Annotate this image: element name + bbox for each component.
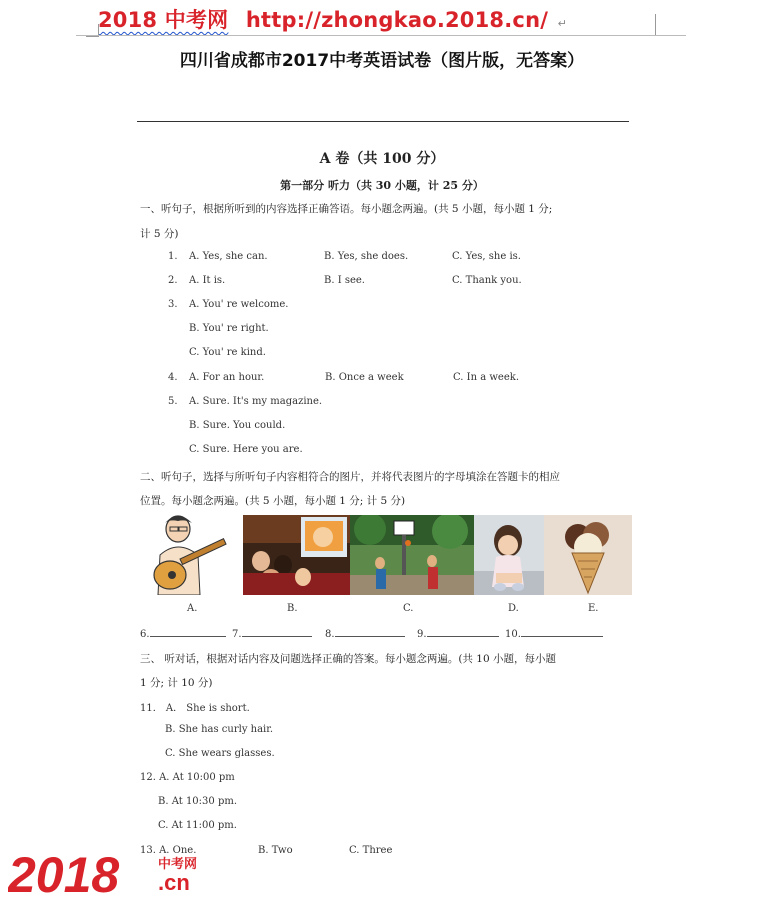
option-c: C. Thank you. bbox=[452, 275, 522, 286]
logo-small-bottom: .cn bbox=[158, 870, 190, 895]
site-name: 2018 中考网 bbox=[98, 8, 229, 32]
picture-e-ice-cream bbox=[544, 515, 632, 595]
option-a: A. You' re welcome. bbox=[189, 299, 289, 310]
paragraph-mark: ↵ bbox=[557, 17, 568, 30]
site-header bbox=[98, 4, 567, 34]
divider bbox=[137, 121, 629, 122]
option-c: C. Three bbox=[349, 845, 393, 856]
part3-instruction-1: 三、 听对话，根据对话内容及问题选择正确的答案。每小题念两遍。(共 10 小题，每小题 bbox=[140, 653, 556, 665]
answer-blank bbox=[325, 627, 405, 640]
picture-label: B. bbox=[287, 603, 298, 614]
option-c: C. Sure. Here you are. bbox=[189, 444, 303, 455]
page-corner-mark bbox=[655, 14, 668, 36]
picture-label: A. bbox=[187, 603, 198, 614]
part3-instruction-2: 1 分; 计 10 分) bbox=[140, 677, 213, 689]
picture-a-guitar bbox=[140, 515, 240, 595]
question-number: 2. bbox=[168, 275, 178, 286]
option-c: C. Yes, she is. bbox=[452, 251, 521, 262]
blank-number: 9. bbox=[417, 629, 427, 640]
question-number: 3. bbox=[168, 299, 178, 310]
part1-instruction-2: 计 5 分) bbox=[140, 228, 179, 240]
answer-blank bbox=[505, 627, 603, 640]
part1-instruction-1: 一、听句子，根据所听到的内容选择正确答语。每小题念两遍。(共 5 小题，每小题 1 分; bbox=[140, 203, 553, 215]
option-b: B. Two bbox=[258, 845, 293, 856]
option-b: B. Yes, she does. bbox=[324, 251, 409, 262]
site-url[interactable]: http://zhongkao.2018.cn/ bbox=[245, 8, 549, 32]
question-number: 5. bbox=[168, 396, 178, 407]
option-b: B. At 10:30 pm. bbox=[158, 796, 238, 807]
section-subtitle: 第一部分 听力（共 30 小题，计 25 分） bbox=[280, 179, 484, 192]
option-a: A. Sure. It's my magazine. bbox=[189, 396, 323, 407]
picture-c-basketball bbox=[350, 515, 474, 595]
option-a: 11． A． She is short. bbox=[140, 703, 250, 714]
option-b: B. I see. bbox=[324, 275, 365, 286]
option-c: C. In a week. bbox=[453, 372, 519, 383]
header-rule bbox=[76, 35, 686, 36]
blank-number: 10. bbox=[505, 629, 521, 640]
answer-blank bbox=[417, 627, 499, 640]
answer-blank bbox=[232, 627, 312, 640]
blank-number: 8. bbox=[325, 629, 335, 640]
watermark-logo bbox=[8, 846, 208, 910]
option-c: C. She wears glasses. bbox=[165, 748, 275, 759]
picture-d-girl bbox=[474, 515, 544, 595]
option-a: A. It is. bbox=[189, 275, 226, 286]
picture-b-cinema bbox=[243, 515, 350, 595]
blank-number: 7. bbox=[232, 629, 242, 640]
option-b: B. Sure. You could. bbox=[189, 420, 286, 431]
section-title: A 卷（共 100 分） bbox=[319, 151, 445, 167]
blank-number: 6. bbox=[140, 629, 150, 640]
logo-small-top: 中考网 bbox=[158, 857, 198, 872]
logo-graphic bbox=[8, 846, 208, 906]
option-b: B. You' re right. bbox=[189, 323, 269, 334]
picture-label: C. bbox=[403, 603, 414, 614]
option-b: B. Once a week bbox=[325, 372, 404, 383]
option-a: 13. A. One. bbox=[140, 845, 197, 856]
option-c: C. At 11:00 pm. bbox=[158, 820, 237, 831]
picture-label: E. bbox=[588, 603, 599, 614]
option-b: B. She has curly hair. bbox=[165, 724, 274, 735]
logo-big-text: 2018 bbox=[8, 847, 120, 903]
option-a: 12. A. At 10:00 pm bbox=[140, 772, 235, 783]
option-a: A. For an hour. bbox=[189, 372, 265, 383]
part2-instruction-2: 位置。每小题念两遍。(共 5 小题，每小题 1 分; 计 5 分) bbox=[140, 495, 406, 507]
question-number: 4. bbox=[168, 372, 178, 383]
part2-instruction-1: 二、听句子，选择与所听句子内容相符合的图片，并将代表图片的字母填涂在答题卡的相应 bbox=[140, 471, 560, 483]
question-number: 1. bbox=[168, 251, 178, 262]
document-title: 四川省成都市2017中考英语试卷（图片版，无答案） bbox=[179, 51, 585, 71]
option-c: C. You' re kind. bbox=[189, 347, 266, 358]
answer-blank bbox=[140, 627, 226, 640]
option-a: A. Yes, she can. bbox=[189, 251, 268, 262]
picture-label: D. bbox=[508, 603, 519, 614]
